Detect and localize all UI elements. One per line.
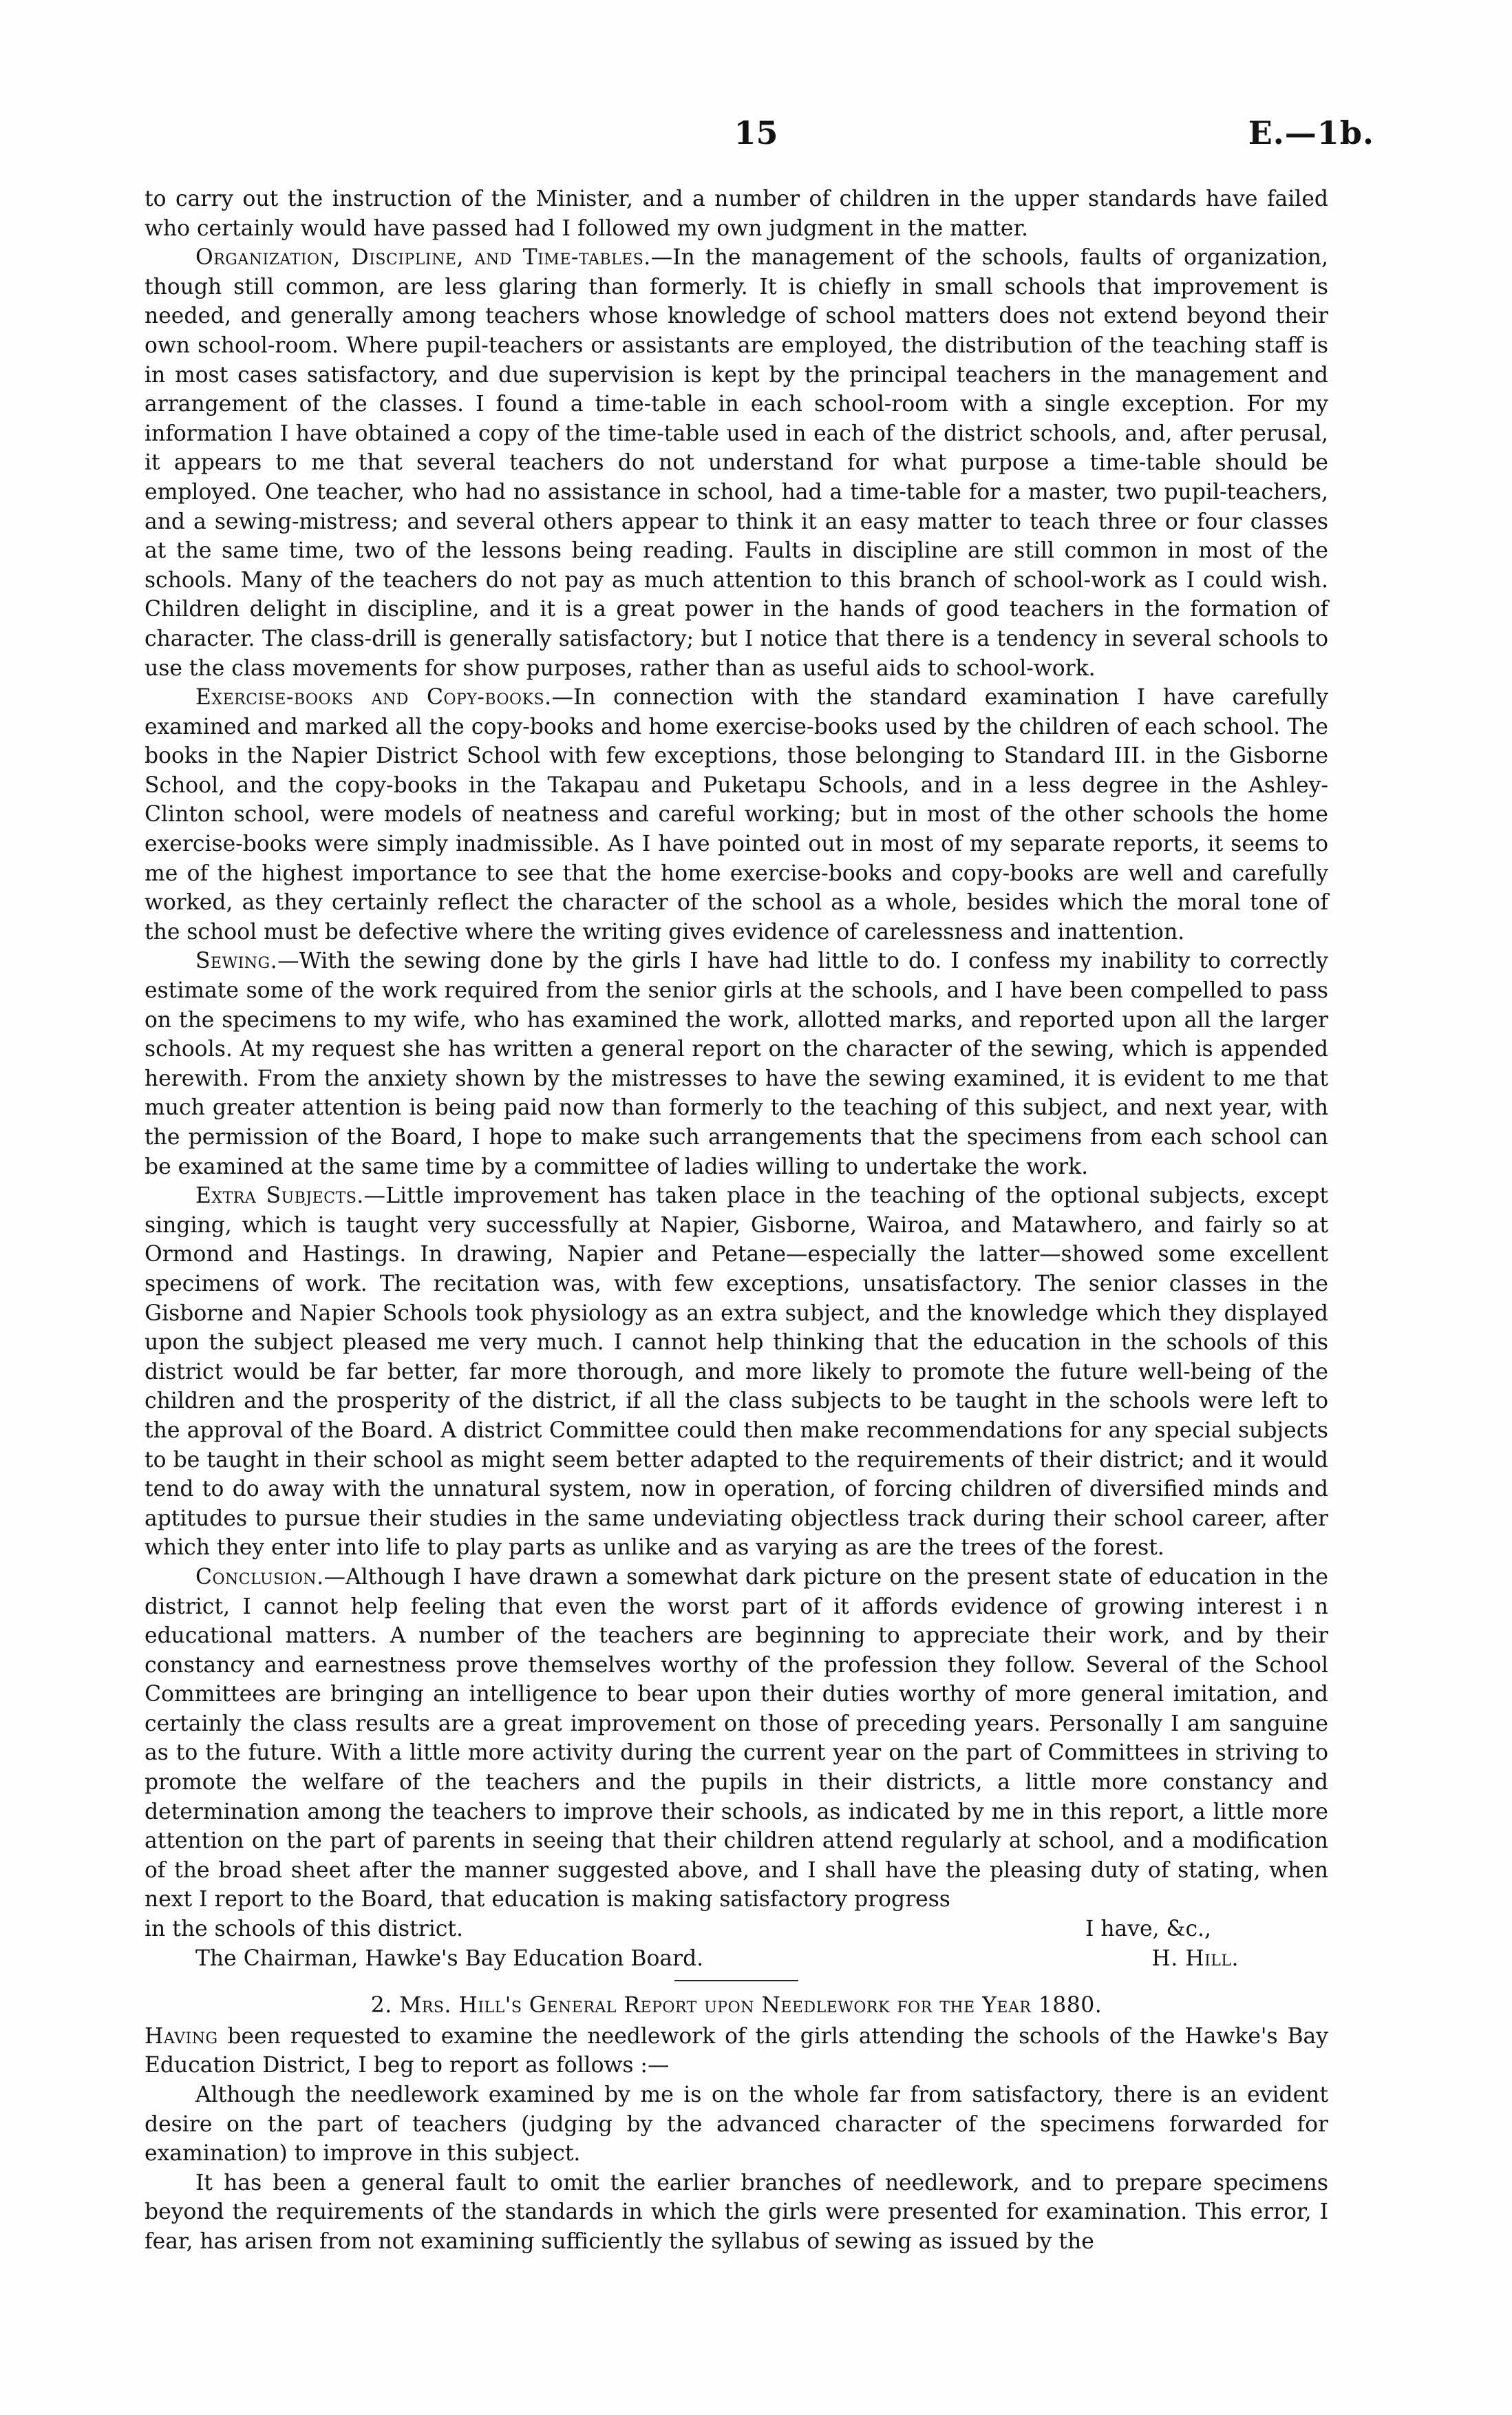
- section-divider: [674, 1980, 798, 1981]
- addressee: The Chairman, Hawke's Bay Education Board.: [195, 1945, 704, 1971]
- paragraph-sewing: [145, 947, 1328, 1181]
- section-heading-extra-subjects: Extra Subjects.: [195, 1183, 364, 1209]
- report-intro-text: been requested to examine the needlework of the girls attending the schools of the Hawke's Bay Education District, I beg to report as follows :—: [145, 2023, 1328, 2078]
- report-paragraph-intro: [145, 2022, 1328, 2080]
- closing-line: [145, 1915, 1328, 1944]
- closing-text: in the schools of this district.: [145, 1917, 463, 1942]
- paragraph-exercise-books: [145, 683, 1328, 947]
- report-lead-word: Having: [145, 2023, 218, 2049]
- closing-salutation: I have, &c.,: [1085, 1917, 1211, 1942]
- paragraph-extra-subjects: [145, 1181, 1328, 1563]
- paragraph-continuation: to carry out the instruction of the Minister, and a number of children in the upper standards have failed who certainly would have passed had I followed my own judgment in the matter.: [145, 187, 1328, 241]
- section-heading-conclusion: Conclusion.: [195, 1564, 324, 1590]
- signature-block: [145, 1944, 1328, 1974]
- paragraph-text: —In connection with the standard examination I have carefully examined and marked all the copy-books and home exercise-books used by the children of each school. The books in the Napier District School with few exceptions, those belonging to Standard III. in the Gisborne School, and the copy-books in the Takapau and Puketapu Schools, and in a less degree in the Ashley-Clinton school, were models of neatness and careful working; but in most of the other schools the home exercise-books were simply inadmissible. As I have pointed out in most of my separate reports, it seems to me of the highest importance to see that the home exercise-books and copy-books are well and carefully worked, as they certainly reflect the character of the school as a whole, besides which the moral tone of the school must be defective where the writing gives evidence of carelessness and inattention.: [145, 685, 1328, 945]
- body-text: [145, 184, 1328, 2257]
- signer: H. Hill.: [1151, 1945, 1239, 1971]
- report-paragraph: Although the needlework examined by me is on the whole far from satisfactory, there is an evident desire on the part of teachers (judging by the advanced character of the specimens forwarded for examination) to improve in this subject.: [145, 2082, 1328, 2166]
- report-title: 2. Mrs. Hill's General Report upon Needlework for the Year 1880.: [370, 1993, 1103, 2018]
- section-heading-exercise-books: Exercise-books and Copy-books.: [195, 685, 552, 710]
- paragraph-text: —Although I have drawn a somewhat dark picture on the present state of education in the district, I cannot help feeling that even the worst part of it affords evidence of growing interest i n educational matters. A number of the teachers are beginning to appreciate their work, and by their constancy and earnestness prove themselves worthy of the profession they follow. Several of the School Committees are bringing an intelligence to bear upon their duties worthy of more general imitation, and certainly the class results are a great improvement on those of preceding years. Personally I am sanguine as to the future. With a little more activity during the current year on the part of Committees in striving to promote the welfare of the teachers and the pupils in their districts, a little more constancy and determination among the teachers to improve their schools, as indicated by me in this report, a little more attention on the part of parents in seeing that their children attend regularly at school, and a modification of the broad sheet after the manner suggested above, and I shall have the pleasing duty of stating, when next I report to the Board, that education is making satisfactory progress: [145, 1564, 1328, 1912]
- section-heading-organization: Organization, Discipline, and Time-tables.: [195, 245, 651, 271]
- section-heading-sewing: Sewing.: [195, 949, 278, 974]
- paragraph-organization: [145, 243, 1328, 683]
- paragraph-text: —Little improvement has taken place in the teaching of the optional subjects, except singing, which is taught very successfully at Napier, Gisborne, Wairoa, and Matawhero, and fairly so at Ormond and Hastings. In drawing, Napier and Petane—especially the latter—showed some excellent specimens of work. The recitation was, with few exceptions, unsatisfactory. The senior classes in the Gisborne and Napier Schools took physiology as an extra subject, and the knowledge which they displayed upon the subject pleased me very much. I cannot help thinking that the education in the schools of this district would be far better, far more thorough, and more likely to promote the future well-being of the children and the prosperity of the district, if all the class subjects to be taught in the schools were left to the approval of the Board. A district Committee could then make recommendations for any special subjects to be taught in their school as might seem better adapted to the requirements of their district; and it would tend to do away with the unnatural system, now in operation, of forcing children of diversified minds and aptitudes to pursue their studies in the same undeviating objectless track during their school career, after which they enter into life to play parts as unlike and as varying as are the trees of the forest.: [145, 1183, 1328, 1561]
- page-code: E.—1b.: [1248, 114, 1374, 151]
- page-number: 15: [734, 114, 778, 151]
- paragraph-text: —In the management of the schools, faults of organization, though still common, are less glaring than formerly. It is chiefly in small schools that improvement is needed, and generally among teachers whose knowledge of school matters does not extend beyond their own school-room. Where pupil-teachers or assistants are employed, the distribution of the teaching staff is in most cases satisfactory, and due supervision is kept by the principal teachers in the management and arrangement of the classes. I found a time-table in each school-room with a single exception. For my information I have obtained a copy of the time-table used in each of the district schools, and, after perusal, it appears to me that several teachers do not understand for what purpose a time-table should be employed. One teacher, who had no assistance in school, had a time-table for a master, two pupil-teachers, and a sewing-mistress; and several others appear to think it an easy matter to teach three or four classes at the same time, two of the lessons being reading. Faults in discipline are still common in most of the schools. Many of the teachers do not pay as much attention to this branch of school-work as I could wish. Children delight in discipline, and it is a great power in the hands of good teachers in the formation of character. The class-drill is generally satisfactory; but I notice that there is a tendency in several schools to use the class movements for show purposes, rather than as useful aids to school-work.: [145, 245, 1328, 681]
- page-header: [138, 110, 1374, 158]
- report-paragraph: It has been a general fault to omit the earlier branches of needlework, and to prepare specimens beyond the requirements of the standards in which the girls were presented for examination. This error, I fear, has arisen from not examining sufficiently the syllabus of sewing as issued by the: [145, 2170, 1328, 2254]
- paragraph-text: —With the sewing done by the girls I have had little to do. I confess my inability to correctly estimate some of the work required from the senior girls at the schools, and I have been compelled to pass on the specimens to my wife, who has examined the work, allotted marks, and reported upon all the larger schools. At my request she has written a general report on the character of the sewing, which is appended herewith. From the anxiety shown by the mistresses to have the sewing examined, it is evident to me that much greater attention is being paid now than formerly to the teaching of this subject, and next year, with the permission of the Board, I hope to make such arrangements that the specimens from each school can be examined at the same time by a committee of ladies willing to undertake the work.: [145, 949, 1328, 1179]
- paragraph-conclusion: [145, 1563, 1328, 1915]
